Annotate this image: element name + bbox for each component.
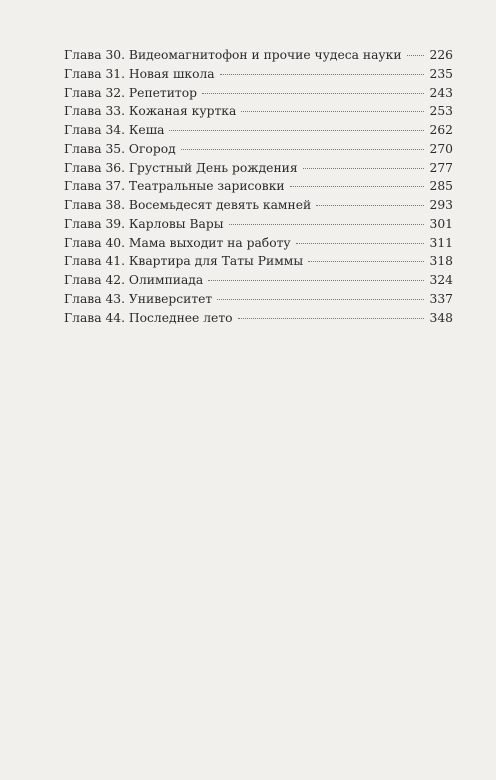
toc-entry [64, 46, 453, 65]
dot-leader [290, 186, 424, 187]
chapter-title: Глава 40. Мама выходит на работу [64, 235, 291, 250]
chapter-title: Глава 35. Огород [64, 141, 176, 156]
dot-leader [229, 224, 424, 225]
dot-leader [303, 168, 424, 169]
page-number: 293 [429, 198, 453, 212]
page-number: 277 [429, 160, 453, 175]
toc-entry [64, 234, 453, 253]
page-number: 243 [429, 85, 453, 100]
chapter-title: Глава 41. Квартира для Таты Риммы [64, 254, 304, 269]
toc-entry [64, 252, 453, 271]
toc-entry [64, 84, 453, 103]
chapter-title: Глава 42. Олимпиада [64, 273, 204, 287]
chapter-title: Глава 31. Новая школа [64, 66, 215, 81]
chapter-title: Глава 33. Кожаная куртка [64, 104, 237, 119]
page-number: 311 [429, 235, 453, 250]
dot-leader [407, 55, 424, 56]
toc-entry [64, 65, 453, 84]
page-number: 262 [429, 123, 453, 137]
chapter-title: Глава 44. Последнее лето [64, 310, 233, 325]
dot-leader [296, 243, 424, 244]
chapter-title: Глава 32. Репетитор [64, 85, 198, 100]
dot-leader [208, 280, 423, 281]
page-number: 318 [429, 254, 453, 269]
toc-entry [64, 140, 453, 159]
page-number: 285 [429, 179, 453, 194]
chapter-title: Глава 43. Университет [64, 291, 213, 306]
dot-leader [181, 149, 424, 150]
toc-entry [64, 271, 453, 290]
page-number: 235 [429, 66, 453, 81]
chapter-title: Глава 38. Восемьдесят девять камней [64, 198, 312, 212]
page-number: 253 [429, 104, 453, 119]
dot-leader [202, 93, 424, 94]
dot-leader [241, 111, 423, 112]
toc-entry [64, 309, 453, 328]
toc-entry [64, 196, 453, 215]
page-number: 226 [429, 48, 453, 62]
page-number: 324 [429, 273, 453, 287]
chapter-title: Глава 36. Грустный День рождения [64, 160, 298, 175]
dot-leader [308, 261, 423, 262]
dot-leader [217, 299, 423, 300]
table-of-contents [64, 46, 453, 327]
chapter-title: Глава 30. Видеомагнитофон и прочие чудеса науки [64, 48, 402, 62]
chapter-title: Глава 34. Кеша [64, 123, 165, 137]
toc-entry [64, 290, 453, 309]
dot-leader [220, 74, 424, 75]
chapter-title: Глава 39. Карловы Вары [64, 216, 224, 231]
toc-entry [64, 177, 453, 196]
chapter-title: Глава 37. Театральные зарисовки [64, 179, 285, 194]
toc-entry [64, 102, 453, 121]
page-number: 270 [429, 141, 453, 156]
toc-entry [64, 215, 453, 234]
toc-entry [64, 121, 453, 140]
page-number: 348 [429, 310, 453, 325]
page-number: 301 [429, 216, 453, 231]
dot-leader [169, 130, 423, 131]
dot-leader [238, 318, 424, 319]
page-number: 337 [429, 291, 453, 306]
dot-leader [316, 205, 423, 206]
toc-entry [64, 159, 453, 178]
